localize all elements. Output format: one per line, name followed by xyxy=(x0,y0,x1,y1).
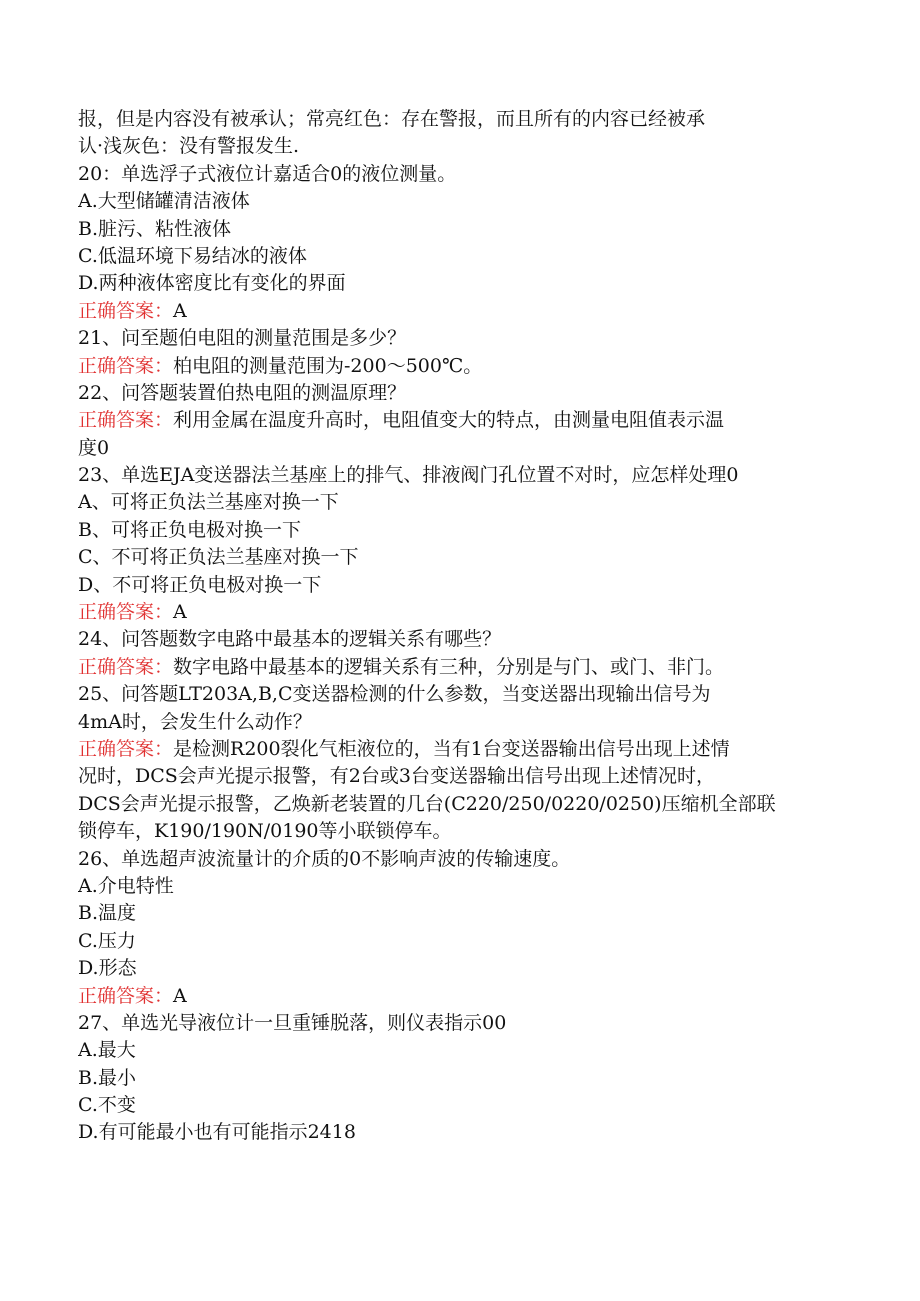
text-line: 24、问答题数字电路中最基本的逻辑关系有哪些？ xyxy=(78,628,502,651)
text-line: A.介电特性 xyxy=(78,874,174,897)
text-line: 23、单选EJA变送器法兰基座上的排气、排液阀门孔位置不对时，应怎样处理0 xyxy=(78,464,739,487)
text-line: B.温度 xyxy=(78,902,137,925)
text-line: 26、单选超声波流量计的介质的0不影响声波的传输速度。 xyxy=(78,847,571,870)
text-line: C、不可将正负法兰基座对换一下 xyxy=(78,546,359,569)
answer-label: 正确答案： xyxy=(78,655,174,678)
answer-text: A xyxy=(173,601,187,624)
text-line: D.有可能最小也有可能指示2418 xyxy=(78,1121,356,1144)
text-line: 4mA时，会发生什么动作？ xyxy=(78,710,312,733)
answer-text: 利用金属在温度升高时，电阻值变大的特点，由测量电阻值表示温 xyxy=(173,409,725,432)
answer-text: 是检测R200裂化气柜液位的，当有1台变送器输出信号出现上述情 xyxy=(173,737,730,760)
text-line: 认·浅灰色：没有警报发生. xyxy=(78,135,300,158)
text-line: D.形态 xyxy=(78,957,137,980)
text-line: 21、问至题伯电阻的测量范围是多少？ xyxy=(78,327,407,350)
text-line: 况时，DCS会声光提示报警，有2台或3台变送器输出信号出现上述情况时， xyxy=(78,765,715,788)
text-line: 27、单选光导液位计一旦重锤脱落，则仪表指示00 xyxy=(78,1011,507,1034)
text-line: B.脏污、粘性液体 xyxy=(78,217,232,240)
text-line: B、可将正负电极对换一下 xyxy=(78,518,301,541)
answer-label: 正确答案： xyxy=(78,409,174,432)
text-line: C.不变 xyxy=(78,1094,136,1117)
answer-text: A xyxy=(173,299,187,322)
text-line: A.大型储罐清洁液体 xyxy=(78,190,250,213)
answer-label: 正确答案： xyxy=(78,299,174,322)
answer-line xyxy=(78,599,848,626)
text-line: A.最大 xyxy=(78,1039,136,1062)
text-line: B.最小 xyxy=(78,1066,137,1089)
answer-line xyxy=(78,407,848,434)
answer-text: A xyxy=(173,984,187,1007)
answer-line xyxy=(78,298,848,325)
text-line: A、可将正负法兰基座对换一下 xyxy=(78,491,339,514)
document-page xyxy=(78,106,848,1147)
text-line: C.低温环境下易结冰的液体 xyxy=(78,244,307,267)
text-line: D、不可将正负电极对换一下 xyxy=(78,573,322,596)
answer-text: 柏电阻的测量范围为-200～500℃。 xyxy=(173,354,483,377)
text-line: 22、问答题装置伯热电阻的测温原理？ xyxy=(78,381,407,404)
text-line: DCS会声光提示报警，乙焕新老装置的几台(C220/250/0220/0250)压缩机全部联 xyxy=(78,792,776,815)
text-line: 锁停车，K190/190N/0190等小联锁停车。 xyxy=(78,820,452,843)
text-line: D.两种液体密度比有变化的界面 xyxy=(78,272,346,295)
answer-label: 正确答案： xyxy=(78,984,174,1007)
answer-label: 正确答案： xyxy=(78,737,174,760)
answer-label: 正确答案： xyxy=(78,601,174,624)
answer-line xyxy=(78,736,848,763)
text-line: 报，但是内容没有被承认；常亮红色：存在警报，而且所有的内容已经被承 xyxy=(78,108,706,130)
text-line: 25、问答题LT203A,B,C变送器检测的什么参数，当变送器出现输出信号为 xyxy=(78,683,711,706)
text-line: 20：单选浮子式液位计嘉适合0的液位测量。 xyxy=(78,162,457,185)
answer-text: 数字电路中最基本的逻辑关系有三种，分别是与门、或门、非门。 xyxy=(173,655,725,678)
answer-label: 正确答案： xyxy=(78,354,174,377)
text-line: C.压力 xyxy=(78,929,136,952)
answer-line xyxy=(78,983,848,1010)
answer-line xyxy=(78,353,848,380)
text-line: 度0 xyxy=(78,436,110,459)
answer-line xyxy=(78,654,848,681)
